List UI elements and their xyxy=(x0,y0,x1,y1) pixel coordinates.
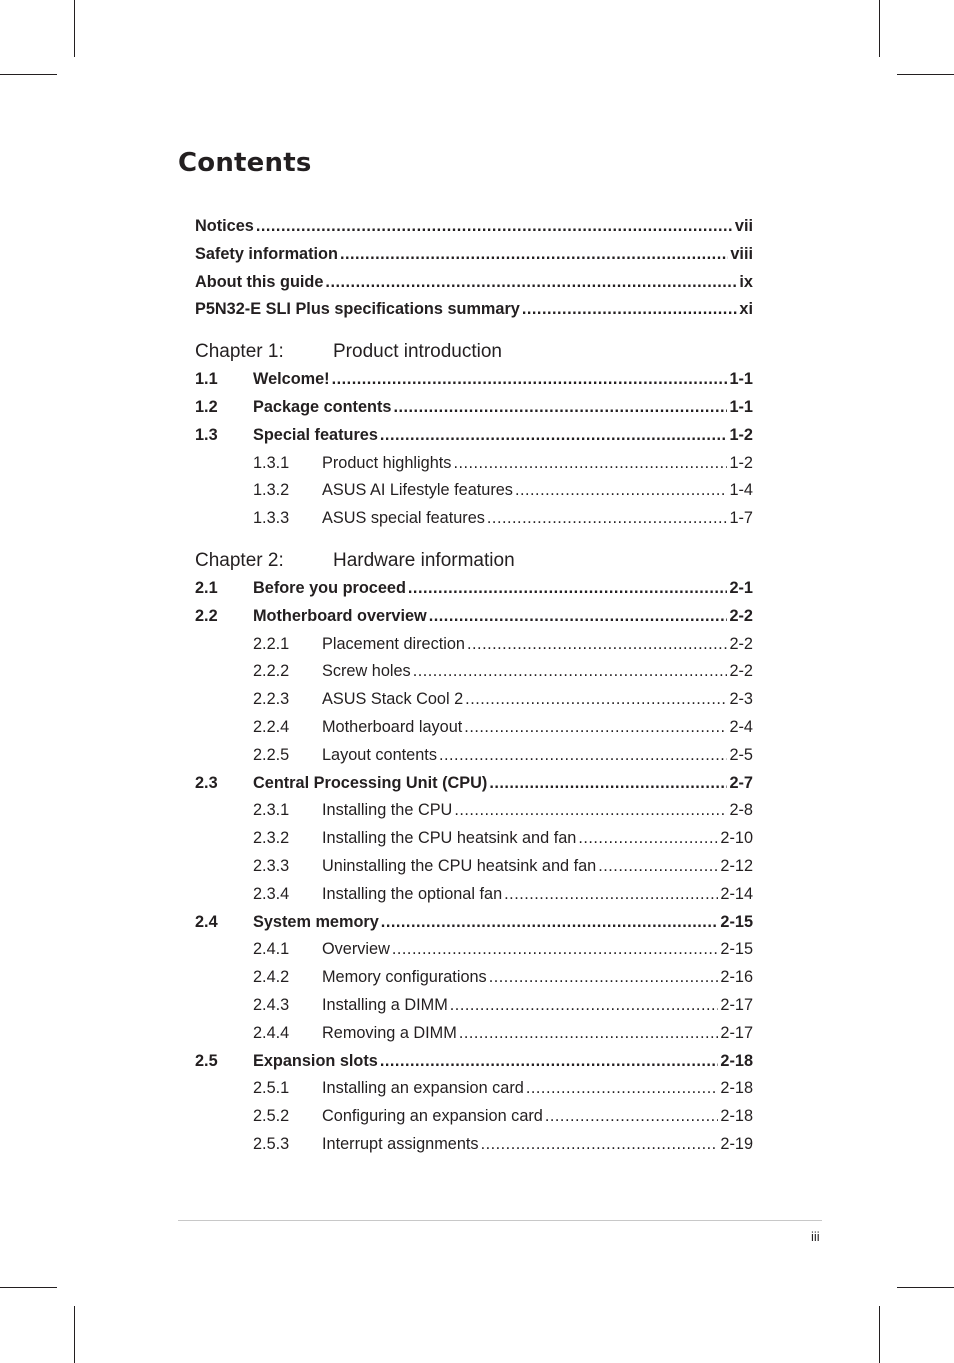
dot-leader xyxy=(465,686,727,714)
section-page: 2-3 xyxy=(729,690,753,709)
section-number: 2.3.2 xyxy=(253,829,290,848)
section-number: 1.1 xyxy=(195,370,218,389)
section-label: ASUS Stack Cool 2 xyxy=(322,690,464,709)
dot-leader xyxy=(393,394,727,422)
dot-leader xyxy=(489,964,719,992)
dot-leader xyxy=(325,269,737,297)
section-page: 2-8 xyxy=(729,801,753,820)
section-number: 1.3.2 xyxy=(253,481,290,500)
section-label: Expansion slots xyxy=(253,1051,378,1070)
toc-section[interactable] xyxy=(195,909,753,937)
section-number: 2.4.2 xyxy=(253,968,290,987)
toc-entry[interactable] xyxy=(195,269,753,297)
table-of-contents xyxy=(195,213,753,1159)
section-label: Removing a DIMM xyxy=(322,1023,457,1042)
dot-leader xyxy=(380,1048,719,1076)
section-label: Product highlights xyxy=(322,453,452,472)
dot-leader xyxy=(487,505,728,533)
dot-leader xyxy=(450,992,719,1020)
toc-entry-page: vii xyxy=(734,217,753,235)
dot-leader xyxy=(459,1020,719,1048)
dot-leader xyxy=(464,714,727,742)
section-label: System memory xyxy=(253,912,379,931)
section-label: Memory configurations xyxy=(322,968,487,987)
dot-leader xyxy=(526,1075,719,1103)
section-page: 2-12 xyxy=(720,856,753,875)
toc-entry[interactable] xyxy=(195,296,753,324)
dot-leader xyxy=(515,477,728,505)
chapter-heading xyxy=(195,547,753,575)
section-label: Motherboard overview xyxy=(253,606,427,625)
toc-subsection[interactable] xyxy=(195,631,753,659)
section-number: 2.2.1 xyxy=(253,634,290,653)
dot-leader xyxy=(598,853,718,881)
dot-leader xyxy=(453,450,727,478)
dot-leader xyxy=(429,603,728,631)
section-number: 2.4 xyxy=(195,912,218,931)
dot-leader xyxy=(454,797,727,825)
section-label: Installing the CPU xyxy=(322,801,453,820)
dot-leader xyxy=(504,881,718,909)
section-number: 2.4.1 xyxy=(253,940,290,959)
section-number: 2.5.2 xyxy=(253,1107,290,1126)
crop-mark xyxy=(0,1287,57,1288)
toc-entry[interactable] xyxy=(195,241,753,269)
section-label: Central Processing Unit (CPU) xyxy=(253,773,488,792)
section-page: 2-4 xyxy=(729,717,753,736)
toc-subsection[interactable] xyxy=(195,936,753,964)
toc-subsection[interactable] xyxy=(195,505,753,533)
section-number: 2.3 xyxy=(195,773,218,792)
section-label: ASUS special features xyxy=(322,509,485,528)
crop-mark xyxy=(897,1287,954,1288)
dot-leader xyxy=(381,909,719,937)
section-number: 2.2.5 xyxy=(253,745,290,764)
section-label: Before you proceed xyxy=(253,578,406,597)
section-page: 2-15 xyxy=(720,940,753,959)
section-label: Screw holes xyxy=(322,662,411,681)
footer-divider xyxy=(178,1220,822,1221)
section-page: 1-1 xyxy=(729,397,753,416)
section-number: 2.3.1 xyxy=(253,801,290,820)
section-page: 2-18 xyxy=(720,1079,753,1098)
section-label: Layout contents xyxy=(322,745,437,764)
section-page: 2-19 xyxy=(720,1134,753,1153)
toc-subsection[interactable] xyxy=(195,450,753,478)
section-page: 1-2 xyxy=(729,425,753,444)
toc-entry-page: ix xyxy=(739,272,753,291)
section-page: 1-4 xyxy=(729,481,753,500)
section-page: 2-17 xyxy=(720,995,753,1014)
dot-leader xyxy=(439,742,727,770)
section-number: 2.1 xyxy=(195,578,218,597)
section-number: 1.3.3 xyxy=(253,509,290,528)
toc-entry-label: Notices xyxy=(195,217,254,235)
section-label: ASUS AI Lifestyle features xyxy=(322,481,513,500)
dot-leader xyxy=(413,658,728,686)
section-page: 2-17 xyxy=(720,1023,753,1042)
section-number: 1.3 xyxy=(195,425,218,444)
section-number: 1.2 xyxy=(195,397,218,416)
section-label: Interrupt assignments xyxy=(322,1134,479,1153)
dot-leader xyxy=(522,296,738,324)
toc-section[interactable] xyxy=(195,575,753,603)
section-number: 2.3.4 xyxy=(253,884,290,903)
section-page: 2-2 xyxy=(729,634,753,653)
section-page: 2-14 xyxy=(720,884,753,903)
toc-section[interactable] xyxy=(195,394,753,422)
section-label: Uninstalling the CPU heatsink and fan xyxy=(322,856,597,875)
chapter-number: Chapter 2: xyxy=(195,549,284,571)
toc-entry-page: xi xyxy=(739,300,753,319)
toc-subsection[interactable] xyxy=(195,992,753,1020)
crop-mark xyxy=(879,1306,880,1363)
section-number: 2.2.2 xyxy=(253,662,290,681)
dot-leader xyxy=(408,575,728,603)
page-number: iii xyxy=(811,1229,820,1244)
section-number: 2.2 xyxy=(195,606,218,625)
toc-entry-label: About this guide xyxy=(195,272,324,291)
dot-leader xyxy=(481,1131,719,1159)
dot-leader xyxy=(392,936,719,964)
toc-section[interactable] xyxy=(195,422,753,450)
section-page: 2-7 xyxy=(729,773,753,792)
toc-entry-label: Safety information xyxy=(195,244,338,263)
crop-mark xyxy=(879,0,880,57)
toc-entry[interactable] xyxy=(195,213,753,241)
section-label: Overview xyxy=(322,940,390,959)
toc-subsection[interactable] xyxy=(195,686,753,714)
page-title: Contents xyxy=(178,148,312,178)
section-page: 2-2 xyxy=(729,662,753,681)
crop-mark xyxy=(897,74,954,75)
section-label: Special features xyxy=(253,425,378,444)
section-label: Configuring an expansion card xyxy=(322,1107,543,1126)
section-page: 2-5 xyxy=(729,745,753,764)
section-label: Installing a DIMM xyxy=(322,995,448,1014)
section-page: 2-2 xyxy=(729,606,753,625)
section-number: 2.3.3 xyxy=(253,856,290,875)
section-number: 2.5.1 xyxy=(253,1079,290,1098)
section-number: 2.5 xyxy=(195,1051,218,1070)
section-number: 2.5.3 xyxy=(253,1134,290,1153)
section-page: 1-7 xyxy=(729,509,753,528)
section-page: 1-2 xyxy=(729,453,753,472)
chapter-title: Product introduction xyxy=(333,341,502,363)
crop-mark xyxy=(74,1306,75,1363)
section-number: 2.2.3 xyxy=(253,690,290,709)
toc-subsection[interactable] xyxy=(195,742,753,770)
dot-leader xyxy=(256,213,733,241)
section-page: 2-1 xyxy=(729,578,753,597)
toc-entry-page: viii xyxy=(730,244,753,263)
toc-entry-label: P5N32-E SLI Plus specifications summary xyxy=(195,300,520,319)
dot-leader xyxy=(467,631,727,659)
dot-leader xyxy=(489,770,727,798)
toc-subsection[interactable] xyxy=(195,477,753,505)
dot-leader xyxy=(332,366,728,394)
chapter-heading xyxy=(195,338,753,366)
crop-mark xyxy=(74,0,75,57)
toc-subsection[interactable] xyxy=(195,881,753,909)
dot-leader xyxy=(340,241,728,269)
section-page: 2-18 xyxy=(720,1107,753,1126)
toc-subsection[interactable] xyxy=(195,714,753,742)
section-label: Placement direction xyxy=(322,634,465,653)
toc-section[interactable] xyxy=(195,603,753,631)
section-number: 2.4.4 xyxy=(253,1023,290,1042)
section-label: Motherboard layout xyxy=(322,717,463,736)
toc-subsection[interactable] xyxy=(195,797,753,825)
chapter-number: Chapter 1: xyxy=(195,341,284,363)
section-label: Installing the optional fan xyxy=(322,884,503,903)
section-number: 2.4.3 xyxy=(253,995,290,1014)
section-page: 2-10 xyxy=(720,829,753,848)
chapter-title: Hardware information xyxy=(333,549,515,571)
toc-subsection[interactable] xyxy=(195,1103,753,1131)
dot-leader xyxy=(545,1103,719,1131)
toc-section[interactable] xyxy=(195,770,753,798)
toc-section[interactable] xyxy=(195,1048,753,1076)
toc-subsection[interactable] xyxy=(195,964,753,992)
section-number: 2.2.4 xyxy=(253,717,290,736)
section-label: Installing an expansion card xyxy=(322,1079,524,1098)
toc-subsection[interactable] xyxy=(195,1131,753,1159)
toc-subsection[interactable] xyxy=(195,853,753,881)
section-label: Installing the CPU heatsink and fan xyxy=(322,829,577,848)
section-number: 1.3.1 xyxy=(253,453,290,472)
toc-subsection[interactable] xyxy=(195,658,753,686)
toc-subsection[interactable] xyxy=(195,825,753,853)
section-label: Package contents xyxy=(253,397,392,416)
crop-mark xyxy=(0,74,57,75)
toc-subsection[interactable] xyxy=(195,1075,753,1103)
toc-subsection[interactable] xyxy=(195,1020,753,1048)
section-page: 1-1 xyxy=(729,370,753,389)
dot-leader xyxy=(380,422,728,450)
section-page: 2-16 xyxy=(720,968,753,987)
dot-leader xyxy=(578,825,718,853)
section-page: 2-15 xyxy=(720,912,753,931)
toc-section[interactable] xyxy=(195,366,753,394)
section-page: 2-18 xyxy=(720,1051,753,1070)
section-label: Welcome! xyxy=(253,370,330,389)
